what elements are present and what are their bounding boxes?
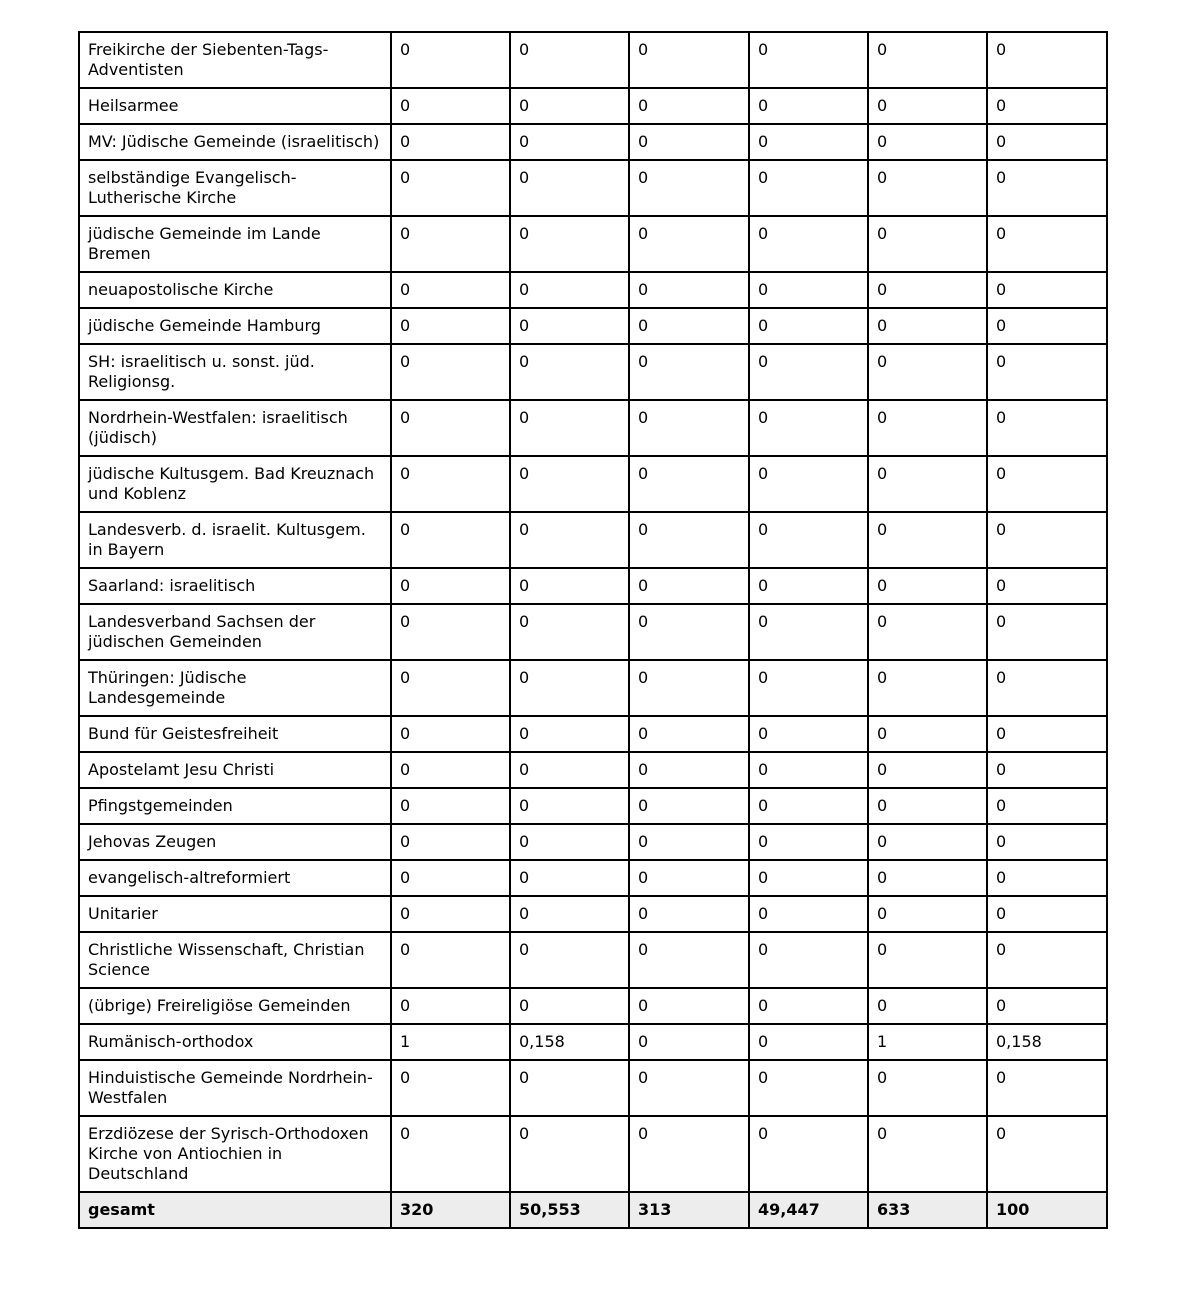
row-label: Saarland: israelitisch — [88, 576, 256, 595]
row-label: Christliche Wissenschaft, Christian Science — [88, 940, 365, 979]
value-cell-1: 0 — [391, 860, 510, 896]
row-label-cell — [79, 216, 391, 272]
value-cell-2: 0 — [510, 272, 629, 308]
value-cell-3: 0 — [629, 124, 749, 160]
row-label-cell — [79, 896, 391, 932]
table-row — [79, 512, 1107, 568]
value-cell-3: 0 — [629, 752, 749, 788]
value-cell-1: 0 — [391, 272, 510, 308]
value-cell-3: 0 — [629, 32, 749, 88]
table-row — [79, 1060, 1107, 1116]
value-cell-2: 0 — [510, 824, 629, 860]
value-cell-3: 0 — [629, 1060, 749, 1116]
value-cell-5: 0 — [868, 824, 987, 860]
value-cell-6: 0 — [987, 124, 1107, 160]
value-cell-4: 0 — [749, 716, 868, 752]
table-row — [79, 568, 1107, 604]
row-label-cell — [79, 88, 391, 124]
value-cell-2: 0 — [510, 716, 629, 752]
value-cell-5: 1 — [868, 1024, 987, 1060]
value-cell-4: 0 — [749, 932, 868, 988]
value-cell-3: 0 — [629, 272, 749, 308]
value-cell-1: 0 — [391, 568, 510, 604]
value-cell-4: 0 — [749, 788, 868, 824]
value-cell-4: 0 — [749, 344, 868, 400]
value-cell-2: 0 — [510, 896, 629, 932]
value-cell-1: 0 — [391, 344, 510, 400]
value-cell-4: 0 — [749, 660, 868, 716]
total-value-cell-2: 50,553 — [510, 1192, 629, 1228]
value-cell-5: 0 — [868, 752, 987, 788]
value-cell-5: 0 — [868, 456, 987, 512]
value-cell-1: 0 — [391, 512, 510, 568]
row-label: Heilsarmee — [88, 96, 179, 115]
value-cell-3: 0 — [629, 568, 749, 604]
value-cell-5: 0 — [868, 788, 987, 824]
row-label: (übrige) Freireligiöse Gemeinden — [88, 996, 351, 1015]
value-cell-1: 0 — [391, 716, 510, 752]
table-row — [79, 456, 1107, 512]
table-row — [79, 308, 1107, 344]
row-label: Landesverband Sachsen der jüdischen Gemeinden — [88, 612, 316, 651]
value-cell-5: 0 — [868, 860, 987, 896]
value-cell-4: 0 — [749, 400, 868, 456]
value-cell-5: 0 — [868, 568, 987, 604]
value-cell-1: 0 — [391, 88, 510, 124]
row-label-cell — [79, 604, 391, 660]
row-label: Unitarier — [88, 904, 158, 923]
row-label-cell — [79, 1116, 391, 1192]
row-label-cell — [79, 932, 391, 988]
value-cell-6: 0 — [987, 308, 1107, 344]
value-cell-6: 0 — [987, 160, 1107, 216]
row-label-cell — [79, 568, 391, 604]
value-cell-4: 0 — [749, 272, 868, 308]
value-cell-1: 0 — [391, 932, 510, 988]
value-cell-6: 0 — [987, 400, 1107, 456]
value-cell-6: 0 — [987, 824, 1107, 860]
value-cell-3: 0 — [629, 216, 749, 272]
value-cell-2: 0 — [510, 988, 629, 1024]
table-row — [79, 660, 1107, 716]
data-table — [78, 31, 1108, 1229]
row-label-cell — [79, 1024, 391, 1060]
row-label-cell — [79, 400, 391, 456]
table-row — [79, 860, 1107, 896]
row-label: jüdische Gemeinde Hamburg — [88, 316, 321, 335]
table-row — [79, 896, 1107, 932]
value-cell-6: 0 — [987, 512, 1107, 568]
row-label: Apostelamt Jesu Christi — [88, 760, 275, 779]
value-cell-4: 0 — [749, 988, 868, 1024]
value-cell-2: 0 — [510, 456, 629, 512]
value-cell-6: 0 — [987, 932, 1107, 988]
row-label: selbständige Evangelisch-Lutherische Kirche — [88, 168, 297, 207]
value-cell-1: 0 — [391, 788, 510, 824]
row-label: neuapostolische Kirche — [88, 280, 274, 299]
row-label-cell — [79, 32, 391, 88]
value-cell-3: 0 — [629, 896, 749, 932]
value-cell-5: 0 — [868, 896, 987, 932]
row-label-cell — [79, 124, 391, 160]
value-cell-6: 0 — [987, 216, 1107, 272]
value-cell-6: 0 — [987, 660, 1107, 716]
table-row — [79, 1024, 1107, 1060]
row-label: Pfingstgemeinden — [88, 796, 233, 815]
value-cell-4: 0 — [749, 824, 868, 860]
value-cell-4: 0 — [749, 896, 868, 932]
value-cell-3: 0 — [629, 512, 749, 568]
value-cell-1: 0 — [391, 216, 510, 272]
value-cell-4: 0 — [749, 568, 868, 604]
table-row — [79, 88, 1107, 124]
table-body — [79, 32, 1107, 1228]
row-label-cell — [79, 1060, 391, 1116]
value-cell-2: 0 — [510, 788, 629, 824]
row-label-cell — [79, 160, 391, 216]
value-cell-5: 0 — [868, 272, 987, 308]
value-cell-5: 0 — [868, 88, 987, 124]
row-label-cell — [79, 860, 391, 896]
value-cell-2: 0 — [510, 604, 629, 660]
total-value-cell-5: 633 — [868, 1192, 987, 1228]
value-cell-1: 0 — [391, 308, 510, 344]
total-value-cell-3: 313 — [629, 1192, 749, 1228]
value-cell-3: 0 — [629, 824, 749, 860]
table-row — [79, 788, 1107, 824]
value-cell-1: 0 — [391, 824, 510, 860]
value-cell-5: 0 — [868, 660, 987, 716]
value-cell-3: 0 — [629, 1116, 749, 1192]
value-cell-3: 0 — [629, 988, 749, 1024]
value-cell-4: 0 — [749, 752, 868, 788]
value-cell-1: 0 — [391, 160, 510, 216]
row-label: Landesverb. d. israelit. Kultusgem. in Bayern — [88, 520, 366, 559]
row-label-cell — [79, 824, 391, 860]
value-cell-6: 0 — [987, 896, 1107, 932]
value-cell-1: 0 — [391, 896, 510, 932]
value-cell-3: 0 — [629, 344, 749, 400]
value-cell-2: 0 — [510, 216, 629, 272]
value-cell-3: 0 — [629, 88, 749, 124]
value-cell-3: 0 — [629, 456, 749, 512]
value-cell-2: 0 — [510, 1060, 629, 1116]
value-cell-3: 0 — [629, 160, 749, 216]
value-cell-6: 0 — [987, 604, 1107, 660]
value-cell-5: 0 — [868, 1116, 987, 1192]
row-label-cell — [79, 988, 391, 1024]
value-cell-5: 0 — [868, 308, 987, 344]
value-cell-6: 0 — [987, 752, 1107, 788]
value-cell-2: 0,158 — [510, 1024, 629, 1060]
value-cell-2: 0 — [510, 124, 629, 160]
value-cell-5: 0 — [868, 988, 987, 1024]
table-row — [79, 932, 1107, 988]
value-cell-6: 0 — [987, 860, 1107, 896]
row-label: MV: Jüdische Gemeinde (israelitisch) — [88, 132, 380, 151]
value-cell-3: 0 — [629, 308, 749, 344]
value-cell-6: 0 — [987, 716, 1107, 752]
table-row — [79, 32, 1107, 88]
value-cell-3: 0 — [629, 860, 749, 896]
table-row — [79, 988, 1107, 1024]
value-cell-2: 0 — [510, 32, 629, 88]
table-row — [79, 124, 1107, 160]
row-label: Thüringen: Jüdische Landesgemeinde — [88, 668, 247, 707]
value-cell-2: 0 — [510, 568, 629, 604]
value-cell-6: 0 — [987, 344, 1107, 400]
row-label-cell — [79, 456, 391, 512]
row-label-cell — [79, 660, 391, 716]
value-cell-5: 0 — [868, 160, 987, 216]
value-cell-6: 0 — [987, 788, 1107, 824]
value-cell-3: 0 — [629, 932, 749, 988]
table-row — [79, 604, 1107, 660]
row-label-cell — [79, 716, 391, 752]
value-cell-3: 0 — [629, 400, 749, 456]
value-cell-5: 0 — [868, 716, 987, 752]
value-cell-6: 0 — [987, 272, 1107, 308]
value-cell-6: 0 — [987, 1116, 1107, 1192]
total-label-cell — [79, 1192, 391, 1228]
row-label: Jehovas Zeugen — [88, 832, 217, 851]
value-cell-6: 0 — [987, 456, 1107, 512]
value-cell-1: 0 — [391, 32, 510, 88]
row-label: SH: israelitisch u. sonst. jüd. Religionsg. — [88, 352, 315, 391]
value-cell-5: 0 — [868, 216, 987, 272]
value-cell-1: 0 — [391, 1060, 510, 1116]
value-cell-5: 0 — [868, 32, 987, 88]
value-cell-6: 0 — [987, 568, 1107, 604]
row-label-cell — [79, 788, 391, 824]
value-cell-5: 0 — [868, 604, 987, 660]
table-row — [79, 716, 1107, 752]
value-cell-3: 0 — [629, 660, 749, 716]
value-cell-2: 0 — [510, 512, 629, 568]
value-cell-4: 0 — [749, 216, 868, 272]
value-cell-5: 0 — [868, 344, 987, 400]
value-cell-2: 0 — [510, 308, 629, 344]
value-cell-1: 0 — [391, 604, 510, 660]
value-cell-1: 0 — [391, 660, 510, 716]
row-label: Freikirche der Siebenten-Tags-Adventisten — [88, 40, 329, 79]
value-cell-2: 0 — [510, 1116, 629, 1192]
table-row — [79, 400, 1107, 456]
value-cell-4: 0 — [749, 124, 868, 160]
value-cell-5: 0 — [868, 512, 987, 568]
row-label: jüdische Kultusgem. Bad Kreuznach und Koblenz — [88, 464, 375, 503]
value-cell-4: 0 — [749, 456, 868, 512]
table-row — [79, 1116, 1107, 1192]
value-cell-5: 0 — [868, 1060, 987, 1116]
value-cell-5: 0 — [868, 400, 987, 456]
table-row — [79, 272, 1107, 308]
value-cell-1: 0 — [391, 400, 510, 456]
row-label-cell — [79, 344, 391, 400]
value-cell-2: 0 — [510, 932, 629, 988]
total-row — [79, 1192, 1107, 1228]
row-label-cell — [79, 752, 391, 788]
row-label: Nordrhein-Westfalen: israelitisch (jüdisch) — [88, 408, 348, 447]
value-cell-4: 0 — [749, 604, 868, 660]
value-cell-6: 0 — [987, 1060, 1107, 1116]
row-label: Bund für Geistesfreiheit — [88, 724, 279, 743]
value-cell-3: 0 — [629, 788, 749, 824]
total-value-cell-4: 49,447 — [749, 1192, 868, 1228]
value-cell-2: 0 — [510, 752, 629, 788]
table-row — [79, 824, 1107, 860]
value-cell-2: 0 — [510, 660, 629, 716]
row-label-cell — [79, 272, 391, 308]
value-cell-4: 0 — [749, 512, 868, 568]
value-cell-2: 0 — [510, 160, 629, 216]
value-cell-5: 0 — [868, 932, 987, 988]
value-cell-3: 0 — [629, 1024, 749, 1060]
table-row — [79, 752, 1107, 788]
value-cell-6: 0 — [987, 32, 1107, 88]
value-cell-1: 0 — [391, 1116, 510, 1192]
value-cell-2: 0 — [510, 344, 629, 400]
row-label: Erzdiözese der Syrisch-Orthodoxen Kirche von Antiochien in Deutschland — [88, 1124, 369, 1183]
value-cell-5: 0 — [868, 124, 987, 160]
value-cell-6: 0 — [987, 88, 1107, 124]
total-value-cell-6: 100 — [987, 1192, 1107, 1228]
value-cell-4: 0 — [749, 160, 868, 216]
row-label: jüdische Gemeinde im Lande Bremen — [88, 224, 321, 263]
total-value-cell-1: 320 — [391, 1192, 510, 1228]
value-cell-6: 0 — [987, 988, 1107, 1024]
value-cell-4: 0 — [749, 308, 868, 344]
value-cell-4: 0 — [749, 1116, 868, 1192]
table-row — [79, 344, 1107, 400]
table-row — [79, 160, 1107, 216]
value-cell-3: 0 — [629, 716, 749, 752]
value-cell-4: 0 — [749, 1024, 868, 1060]
value-cell-2: 0 — [510, 860, 629, 896]
row-label-cell — [79, 512, 391, 568]
value-cell-4: 0 — [749, 32, 868, 88]
row-label: evangelisch-altreformiert — [88, 868, 291, 887]
total-label: gesamt — [88, 1200, 155, 1219]
value-cell-1: 0 — [391, 988, 510, 1024]
value-cell-1: 0 — [391, 456, 510, 512]
value-cell-4: 0 — [749, 860, 868, 896]
value-cell-4: 0 — [749, 1060, 868, 1116]
value-cell-6: 0,158 — [987, 1024, 1107, 1060]
value-cell-2: 0 — [510, 88, 629, 124]
value-cell-1: 1 — [391, 1024, 510, 1060]
value-cell-3: 0 — [629, 604, 749, 660]
value-cell-1: 0 — [391, 124, 510, 160]
value-cell-2: 0 — [510, 400, 629, 456]
value-cell-1: 0 — [391, 752, 510, 788]
value-cell-4: 0 — [749, 88, 868, 124]
table-row — [79, 216, 1107, 272]
row-label: Rumänisch-orthodox — [88, 1032, 254, 1051]
row-label: Hinduistische Gemeinde Nordrhein-Westfalen — [88, 1068, 373, 1107]
row-label-cell — [79, 308, 391, 344]
